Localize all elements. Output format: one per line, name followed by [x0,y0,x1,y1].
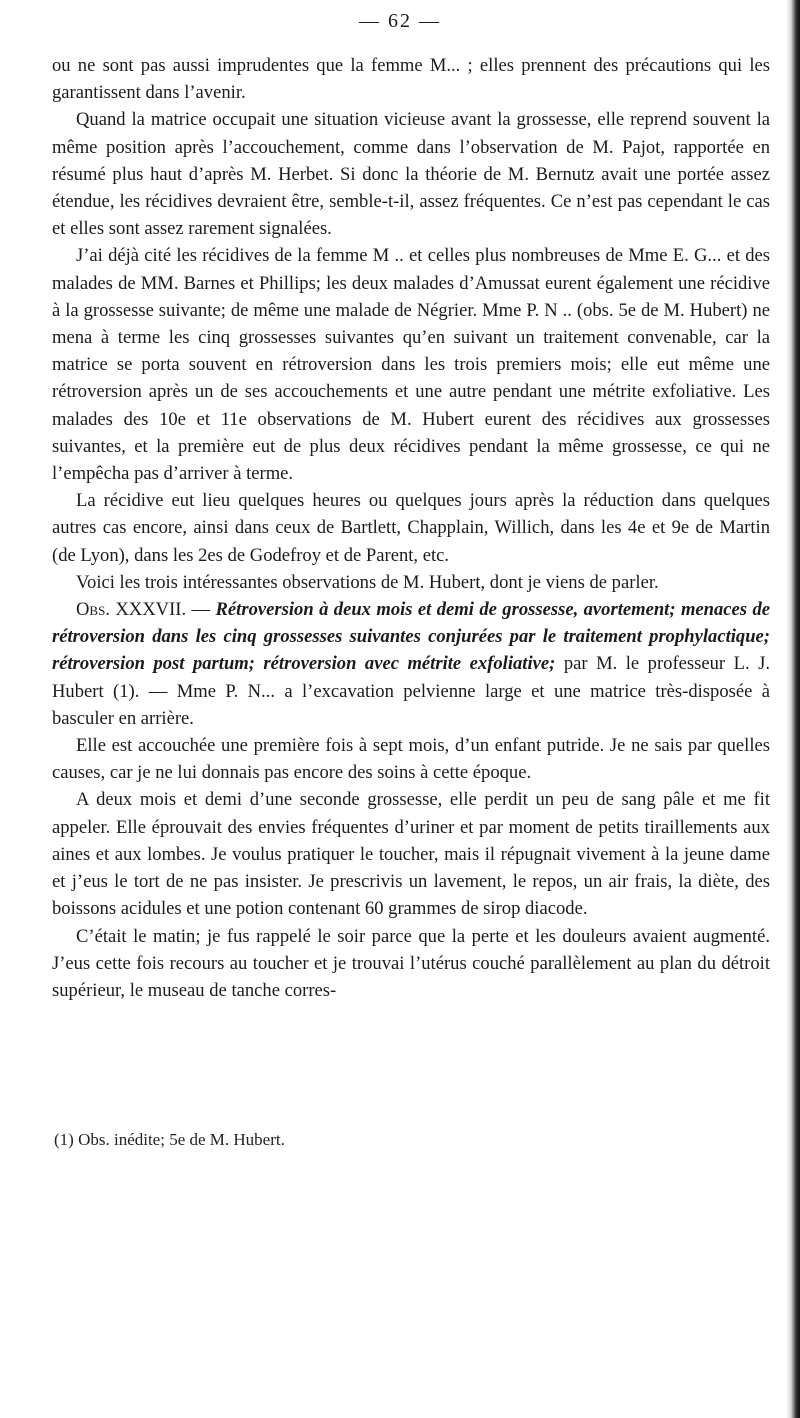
paragraph: La récidive eut lieu quelques heures ou quelques jours après la réduction dans quelques autres cas encore, ainsi dans ceux de Bartlett, Chapplain, Willich, dans les 4e et 9e de Martin (de Lyon), dans les 2es de Godefroy et de Parent, etc. [52,490,770,566]
paragraph: Voici les trois intéressantes observations de M. Hubert, dont je viens de parler. [76,571,659,593]
observation-header: Obs. XXXVII. — Rétroversion à deux mois et demi de grossesse, avortement; menaces de rétroversion dans les cinq grossesses suivantes conjurées par le traitement prophylactique; rétroversion post partum; rétroversion avec métrite exfoliative; par M. le professeur L. J. Hubert (1). — Mme P. N... a l’excavation pelvienne large et une matrice très-disposée à basculer en arrière. [52,599,770,729]
paragraph: Elle est accouchée une première fois à sept mois, d’un enfant putride. Je ne sais par quelles causes, car je ne lui donnais pas encore des soins à cette époque. [52,735,770,784]
page-number: — 62 — [359,10,441,32]
observation-title: Rétroversion à deux mois et demi de grossesse, avortement; menaces de rétroversion dans les cinq grossesses suivantes conjurées par le traitement prophylactique; rétroversion post partum; rétroversion avec métrite exfoliative; [52,599,770,675]
footnote: (1) Obs. inédite; 5e de M. Hubert. [54,1130,285,1149]
observation-heading: Obs. XXXVII. [76,599,187,621]
body-text [52,52,770,1004]
paragraph: C’était le matin; je fus rappelé le soir parce que la perte et les douleurs avaient augmenté. J’eus cette fois recours au toucher et je trouvai l’utérus couché parallèlement au plan du détroit supérieur, le museau de tanche corres- [52,925,770,1001]
paragraph: J’ai déjà cité les récidives de la femme M .. et celles plus nombreuses de Mme E. G... et des malades de MM. Barnes et Phillips; les deux malades d’Amussat eurent également une récidive à la grossesse suivante; de même une malade de Négrier. Mme P. N .. (obs. 5e de M. Hubert) ne mena à terme les cinq grossesses suivantes qu’en suivant un traitement convenable, car la matrice se porta souvent en rétroversion dans les trois premiers mois; elle eut même une rétroversion après un de ses accouchements et une autre pendant une métrite exfoliative. Les malades des 10e et 11e observations de M. Hubert eurent des récidives aux grossesses suivantes, et la première eut de plus deux récidives pendant la même grossesse, ce qui ne l’empêcha pas d’arriver à terme. [52,245,770,485]
paragraph: A deux mois et demi d’une seconde grossesse, elle perdit un peu de sang pâle et me fit appeler. Elle éprouvait des envies fréquentes d’uriner et par moment de petits tiraillements aux aines et aux lombes. Je voulus pratiquer le toucher, mais il répugnait vivement à la jeune dame et j’eus le tort de ne pas insister. Je prescrivis un lavement, le repos, un air frais, la diète, des boissons acidules et une potion contenant 60 grammes de sirop diacode. [52,789,770,920]
observation-byline: par M. le professeur L. J. Hubert (1). — Mme P. N... a l’excavation pelvienne large et une matrice très-disposée à basculer en arrière. [52,653,770,729]
paragraph: ou ne sont pas aussi imprudentes que la femme M... ; elles prennent des précautions qui les garantissent dans l’avenir. [52,55,770,104]
paragraph: Quand la matrice occupait une situation vicieuse avant la grossesse, elle reprend souvent la même position après l’accouchement, comme dans l’observation de M. Pajot, rapportée en résumé plus haut d’après M. Herbet. Si donc la théorie de M. Bernutz avait une portée assez étendue, les récidives devraient être, semble-t-il, assez fréquentes. Ce n’est pas cependant le cas et elles sont assez rarement signalées. [52,109,770,240]
binding-edge [786,0,800,1418]
